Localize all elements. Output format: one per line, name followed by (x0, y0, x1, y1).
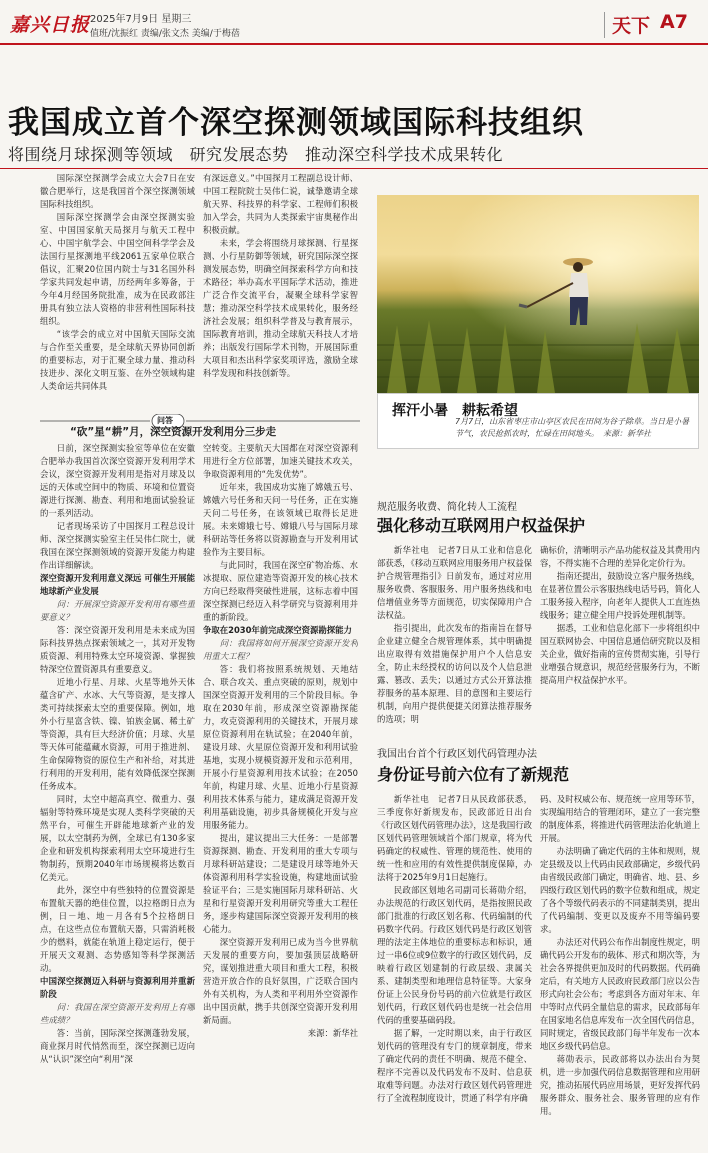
page-number: A7 (660, 11, 688, 33)
paragraph: 民政部区划地名司副司长蒋勋介绍，办法规范的行政区划代码，是指按照民政部门批准的行政区划名称、代码编制的代码数字代码。行政区划代码是行政区划管理的法定主体地位的重要标志和标识，通过一串6位或9位数字的行政区划代码，反映着行政区划建制的行政层级、隶属关系、建制类型和地理信息特征等。大家身份证上公民身份号码的前六位就是行政区划代码，行政区划代码也是统一社会信用代码的重要基础码段。 (377, 885, 532, 1025)
section-name: 天下 (612, 15, 651, 37)
paragraph: 空转变。主要航天大国都在对深空资源利用进行全方位部署，加速关键技术攻关，争取资源利用的“先发优势”。 (203, 443, 358, 479)
main-story-column-2 (203, 172, 358, 412)
paragraph: 国际深空探测学会成立大会7日在安徽合肥举行，这是我国首个深空探测领域国际科技组织。 (40, 173, 195, 209)
paragraph: 有深远意义。”中国探月工程副总设计师、中国工程院院士吴伟仁说，诚挚邀请全球航天界、科技界的科学家、工程师们积极加入学会，共同为人类探索宇宙奥秘作出积极贡献。 (203, 173, 358, 235)
main-subheadline: 将围绕月球探测等领域 研究发展态势 推动深空科学技术成果转化 (8, 145, 504, 164)
paragraph: 答：深空资源开发利用是未来成为国际科技界热点探索领域之一，其对开发物质资源、利用特殊太空环境资源、掌握独特深空位置资源具有重要意义。 (40, 625, 195, 674)
subheading: 争取在2030年前完成深空资源勘探能力 (203, 625, 352, 635)
headline-rule (0, 168, 708, 169)
paragraph: 记者现场采访了中国探月工程总设计师、深空探测实验室主任吴伟仁院士，就我国在深空探测领域的资源开发能力构建作出详细解读。 (40, 521, 195, 570)
top-rule (0, 43, 708, 45)
news1-column-2 (540, 544, 700, 739)
paragraph: 同时，太空中超高真空、微重力、强辐射等特殊环境是实现人类科学突破的天然平台，可催生开辟能地球新产业的发展，以太空制药为例，全球已有130多家企业和研发机构探索利用太空环境进行生物制药，预期2040年市场规模将达数百亿美元。 (40, 794, 195, 882)
paragraph: 确标价，清晰明示产品功能权益及其费用内容，不得实施不合理的差异化定价行为。 (540, 545, 700, 568)
paragraph: 新华社电 记者7日从工业和信息化部获悉，《移动互联网应用服务用户权益保护合规管理指引》日前发布，通过对应用服务收费、客服服务、用户服务热线和电信增值业务等方面规范，切实保障用户合法权益。 (377, 545, 532, 620)
news2-kicker: 我国出台首个行政区划代码管理办法 (377, 749, 537, 760)
paragraph: 未来，学会将围绕月球探测、行星探测、小行星防御等领域，研究国际深空探测发展态势，明确空间探索科学方向和技术路径；举办高水平国际学术活动，推进广泛合作交流平台，凝聚全球科学家智慧；推动深空科学技术成果转化，服务经济社会发展；组织科学普及与教育展示，国际教育培训，推动全球航天科技人才培养；出版发行国际学术刊物，开展国际重大项目和杰出科学家奖项评选，激励全球科学发现和科技创新等。 (203, 238, 358, 378)
paragraph: 办法明确了确定代码的主体和规则，规定县级及以上代码由民政部确定，乡级代码由省级民政部门确定，明确省、地、县、乡四级行政区划代码的数字位数和组成，规定了各个等级代码表示的不同建制类别，提出了代码编制、变更以及废弃不用等编码要求。 (540, 846, 700, 934)
news1-column-1 (377, 544, 532, 739)
editors-line: 值班/沈振红 责编/张文杰 美编/于梅蓓 (90, 29, 240, 39)
paragraph: 与此同时，我国在深空矿物冶炼、水冰提取、原位建造等资源开发的核心技术方向已经取得突破性进展，这标志着中国深空探测已经迈入科学研究与资源利用并重的新阶段。 (203, 560, 358, 622)
paragraph: 深空资源开发利用已成为当今世界航天发展的重要方向，要加强顶层战略研究，谋划推进重大项目和重大工程，积极营造开放合作的良好氛围，广泛联合国内外有关机构，为人类和平利用外空资源作出中国贡献，携手共创深空资源开发利用新局面。 (203, 937, 358, 1025)
paragraph: 指南还提出，鼓励设立客户服务热线，在显著位置公示客服热线电话号码，简化人工服务接入程序，向老年人提供人工直连热线服务；建立健全用户投诉处理机制等。 (540, 571, 700, 620)
news1-title: 强化移动互联网用户权益保护 (377, 516, 586, 535)
paragraph: 蒋勋表示，民政部将以办法出台为契机，进一步加强代码信息数据管理和应用研究，推动拓展代码应用场景，更好发挥代码服务群众、服务社会、服务管理的应有作用。 (540, 1054, 700, 1116)
paragraph: 码、及时权威公布、规范统一应用等环节，实现编用结合的管理闭环，建立了一套完整的制度体系，将推进代码管理法治化轨道上开展。 (540, 794, 700, 843)
paragraph: 近地小行星、月球、火星等地外天体蕴含矿产、水冰、大气等资源，是支撑人类可持续探索太空的重要保障。例如，地外小行星富含铁、镍、铂族金属、稀土矿等资源，具有巨大经济价值；月球、火星等天体可能蕴藏水资源，可用于推进剂、生命保障物资的原位生产和补给，对其进行利用的开发利用，能有效降低深空探测任务成本。 (40, 677, 195, 791)
paragraph: 日前，深空探测实验室等单位在安徽合肥举办我国首次深空资源开发利用学术会议，深空资源开发利用是指对月球及以远的天体或空间中的物质、环境和位置资源进行探测、勘查、利用和地面试验验证的一系列活动。 (40, 443, 195, 518)
main-headline: 我国成立首个深空探测领域国际科技组织 (8, 105, 584, 141)
paragraph: 此外，深空中有些独特的位置资源是布置航天器的绝佳位置，以拉格朗日点为例，日－地、地－月各有5个拉格朗日点，在这些点位布置航天器，只需消耗极少的燃料，就能在轨道上稳定运行，便于开展天文观测、态势感知等科学探测活动。 (40, 885, 195, 973)
farmer-illustration (377, 195, 699, 393)
main-story-column-3 (40, 442, 195, 1147)
main-story-column-4 (203, 442, 358, 1147)
news2-title: 身份证号前六位有了新规范 (377, 765, 570, 784)
paragraph: 近年来，我国成功实施了嫦娥五号、嫦娥六号任务和天问一号任务，正在实施天问二号任务，在该领域已取得长足进展。未来嫦娥七号、嫦娥八号与国际月球科研站等任务将以资源勘查与开发利用试验作为主要目标。 (203, 482, 358, 557)
paragraph: 据了解，一定时期以来，由于行政区划代码的管理没有专门的规章制度，带来了确定代码的责任不明确、规范不健全、程序不完善以及代码发布不及时、信息获取难等问题。办法对行政区划代码管理进行了全流程制度设计，贯通了科学有序确 (377, 1028, 532, 1103)
question: 问：开展深空资源开发利用有哪些重要意义？ (40, 599, 195, 622)
paragraph: 答：当前，国际深空探测蓬勃发展，商业探月时代悄然而至，深空探测已迈向从“认识”深空向“利用”深 (40, 1028, 195, 1064)
paragraph: 新华社电 记者7日从民政部获悉，三季度你好新规发布，民政部近日出台《行政区划代码管理办法》，这是我国行政区划代码管理领域首个部门规章，将为代码确定的权威性、管理的规范性、使用的统一性和应用的有效性提供制度保障，办法将于2025年9月1日起施行。 (377, 794, 532, 882)
news1-kicker: 规范服务收费、简化转人工流程 (377, 502, 517, 513)
masthead-divider (604, 12, 605, 38)
question: 问：我国在深空资源开发利用上有哪些成绩？ (40, 1002, 195, 1025)
news2-column-2 (540, 793, 700, 1148)
paragraph: 答：我们将按照系统规划、天地结合、联合攻关、重点突破的原则，规划中国深空资源开发利用的三个阶段目标。争取在2030年前，形成深空资源勘探能力，攻克资源利用的关键技术，开展月球原位资源利用在轨试验；在2040年前，建设月球、火星原位资源开发和利用试验基地，实现小规模资源开发和示范利用，开展小行星资源利用技术试验；在2050年前，构建月球、火星、近地小行星资源利用技术体系与能力，建成满足资源开发利用基础设施，初步具备规模化开发与应用服务能力。 (203, 664, 358, 830)
paragraph: 办法还对代码公布作出制度性规定，明确代码公开发布的载体、形式和期次等，为社会各界提供更加及时的代码数据。代码确定后，有关地方人民政府民政部门应以公告形式向社会公布；考虑到各方面对年末、年中等时点代码全量信息的需求，民政部每年在国家地名信息库发布一次全国代码信息，同时规定，省级民政部门每半年发布一次本地区乡级代码信息。 (540, 937, 700, 1051)
qa-section-title: “砍”星“耕”月，深空资源开发利用分三步走 (70, 426, 277, 438)
photo-caption: 7月7日，山东省枣庄市山亭区农民在田间为谷子除草。当日是小暑节气，农民抢抓农时，忙碌在田间地头。 来源：新华社 (455, 417, 690, 438)
main-story-column-1 (40, 172, 195, 412)
subheading: 深空资源开发利用意义深远 可催生开展能地球新产业发展 (40, 573, 195, 596)
paragraph: “该学会的成立对中国航天国际交流与合作至关重要，是全球航天界协同创新的重要标志，对于汇聚全球力量、推动科技进步、深化文明互鉴、在外空领域构建人类命运共同体具 (40, 329, 195, 391)
story-credit: 来源：新华社 (307, 1028, 358, 1038)
farmer-photo (377, 195, 699, 393)
issue-date: 2025年7月9日 星期三 (90, 14, 192, 25)
news2-column-1 (377, 793, 532, 1148)
paragraph: 国际深空探测学会由深空探测实验室、中国国家航天局探月与航天工程中心、中国宇航学会、中国空间科学学会及法国行星探测地平线2061五家单位联合倡议，汇聚20位国内院士与31名国外科学家共同发起申请，历经两年多筹备，于今年4月经国务院批准，成为在民政部注册具有独立法人资格的非营利性国际科技组织。 (40, 212, 195, 326)
newspaper-logo: 嘉兴日报 (10, 14, 91, 36)
subheading: 中国深空探测迈入科研与资源利用并重新阶段 (40, 976, 195, 999)
qa-badge: 问答 (157, 416, 173, 425)
question: 问：我国将如何开展深空资源开发利用重大工程？ (203, 638, 358, 661)
paragraph: 据悉，工业和信息化部下一步将组织中国互联网协会、中国信息通信研究院以及相关企业，做好指南的宣传贯彻实施，引导行业增强合规意识，规范经营服务行为，不断提高用户权益保护水平。 (540, 623, 700, 685)
paragraph: 指引提出，此次发布的指南旨在督导企业建立健全合规管理体系，其中明确提出应取得有效措施保护用户个人信息安全，防止未经授权的访问以及个人信息泄露、篡改、丢失；以通过方式公开算法推荐服务的基本原理、目的意图和主要运行机制，向用户提供便捷关闭算法推荐服务的选项；明 (377, 623, 532, 724)
photo-title: 挥汗小暑 耕耘希望 (392, 403, 518, 419)
paragraph: 提出，建议提出三大任务：一是部署资源探测、勘查、开发利用的重大专项与月球科研站建设；二是建设月球等地外天体资源利用科学实验设施，构建地面试验验证平台；三是实施国际月球科研站、火星和行星资源开发利用研究等重大工程任务，逐步构建国际深空资源开发利用的核心能力。 (203, 833, 358, 934)
